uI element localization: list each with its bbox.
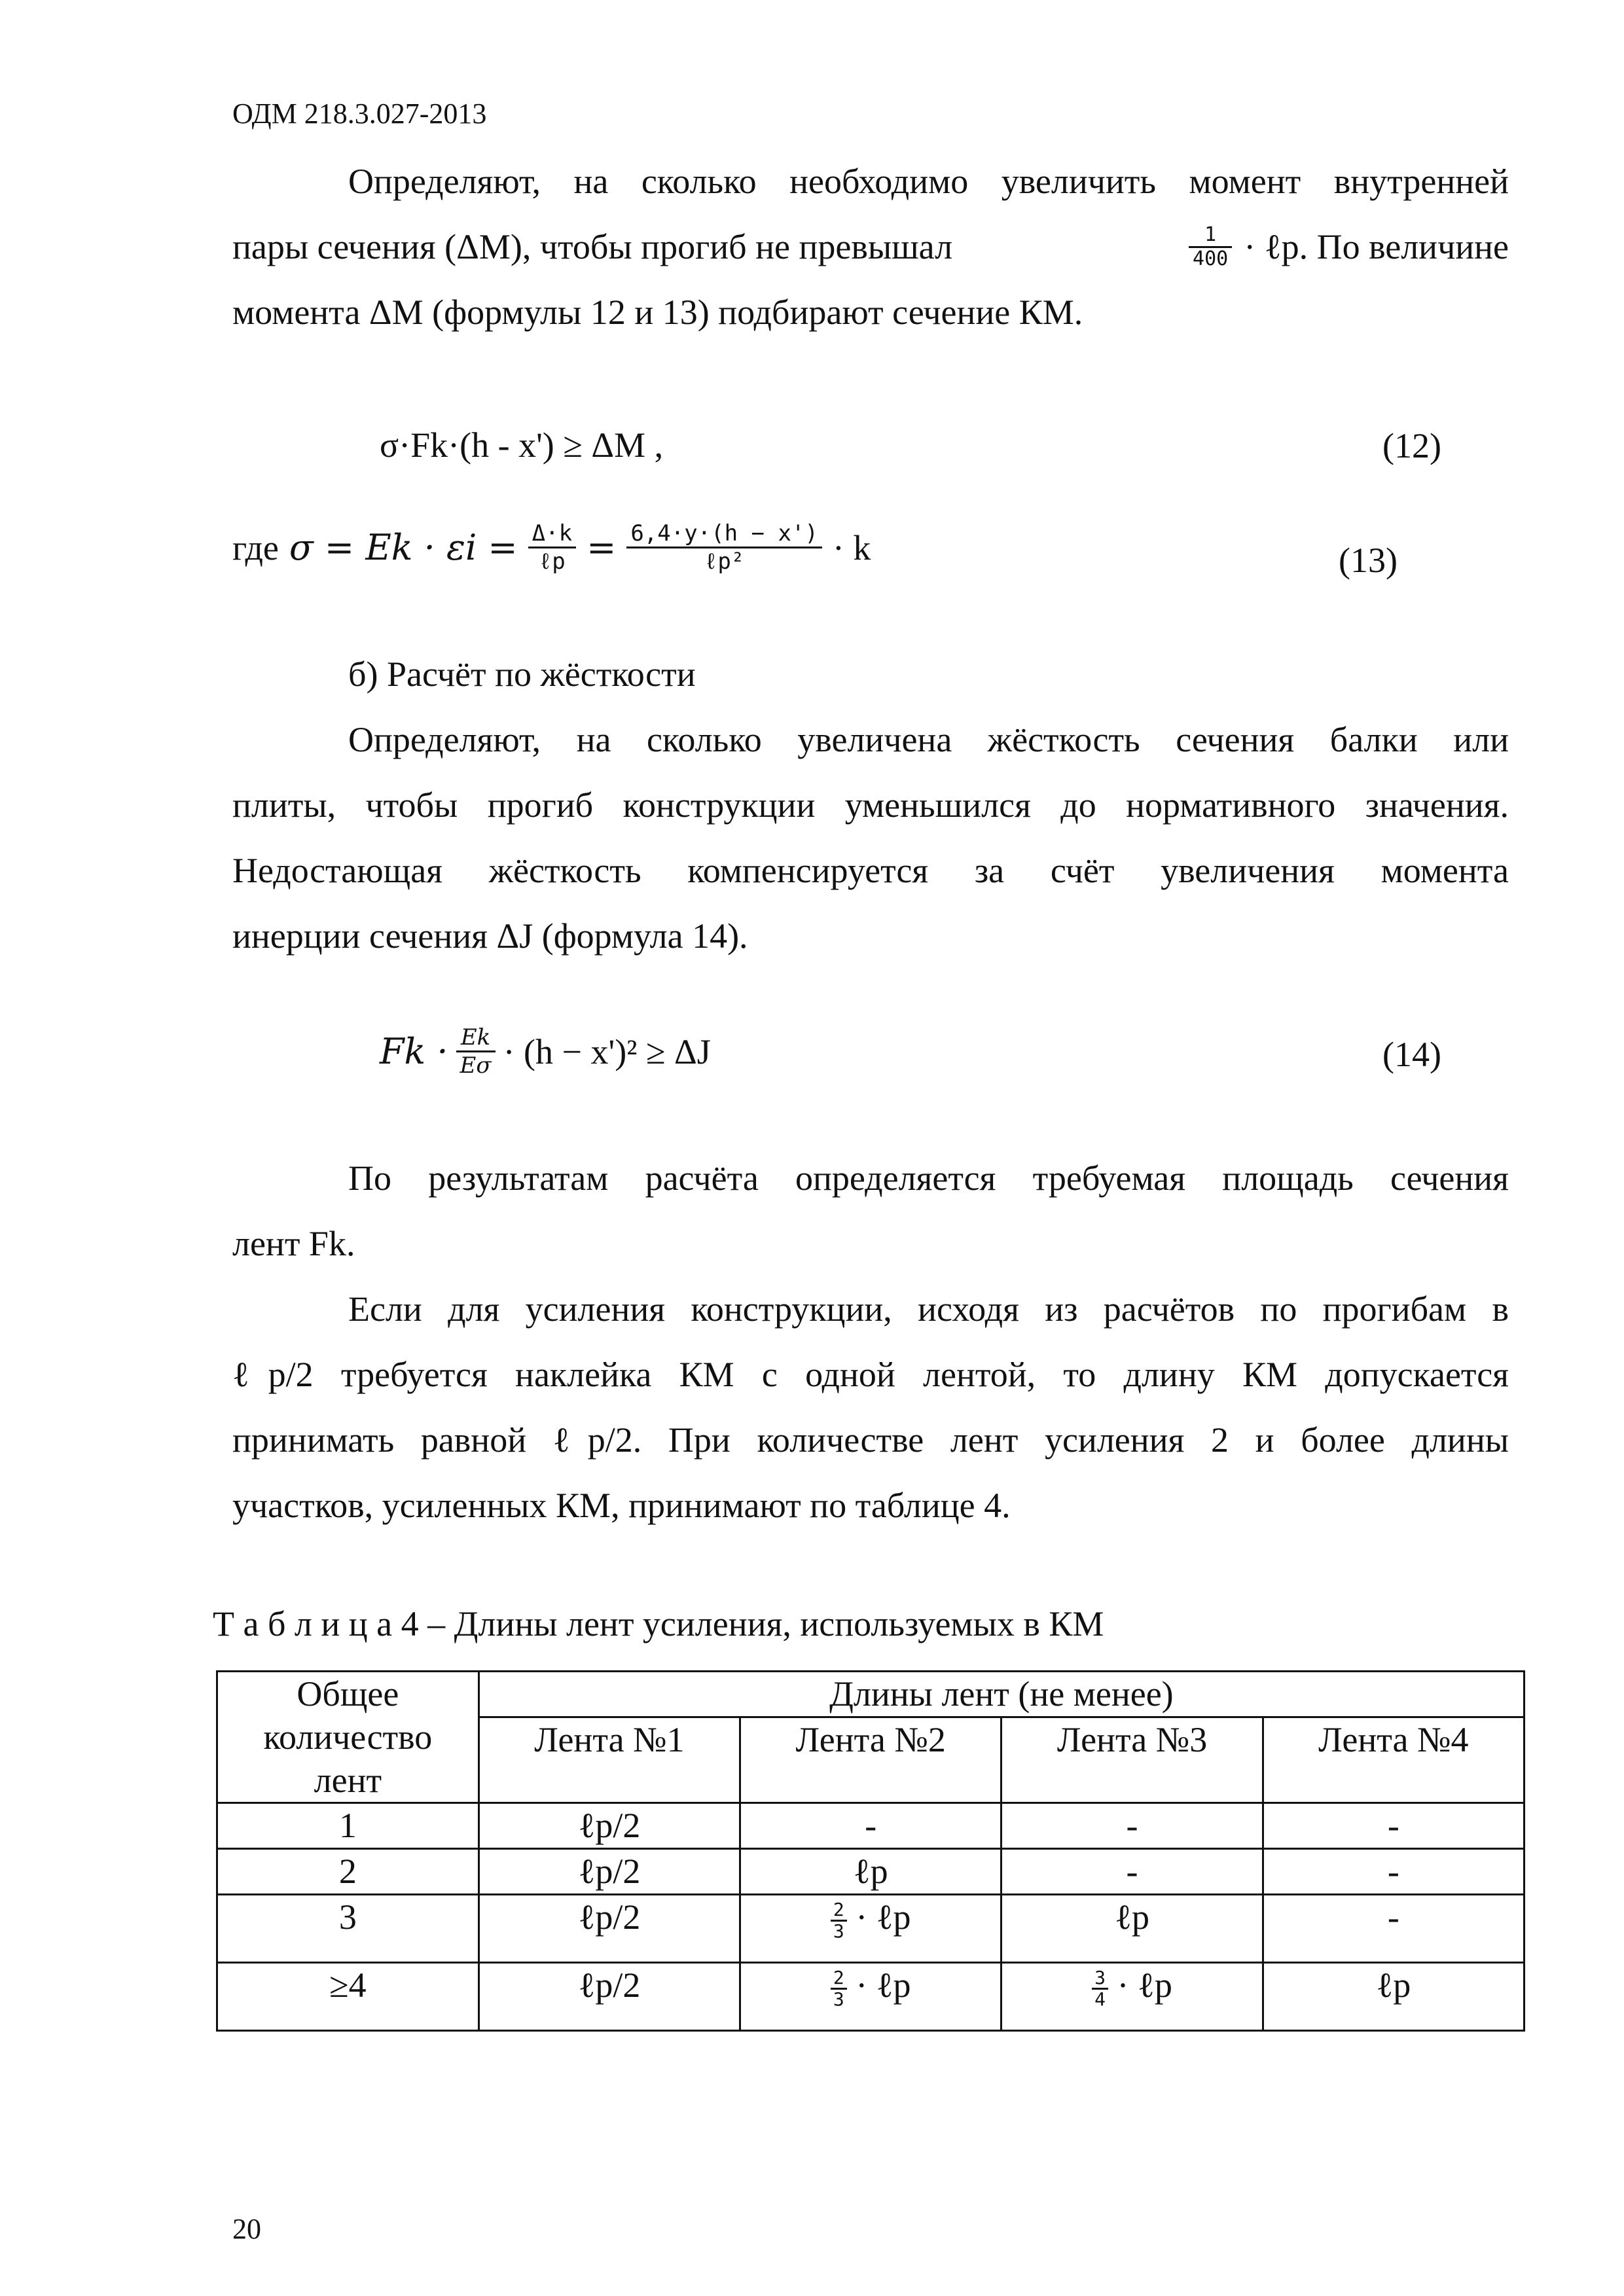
cell-tail: · ℓp	[856, 1965, 911, 2005]
header-band-4: Лента №4	[1263, 1717, 1524, 1803]
cell-band-3: ℓp	[1001, 1895, 1263, 1963]
para1-line3: момента ΔM (формулы 12 и 13) подбирают сечение КМ.	[232, 293, 1083, 332]
cell-count: ≥4	[217, 1963, 479, 2031]
equation-14-number: (14)	[1382, 1035, 1441, 1074]
cell-band-3: -	[1001, 1803, 1263, 1849]
section-subheading: б) Расчёт по жёсткости	[348, 655, 696, 694]
header-band-2: Лента №2	[740, 1717, 1001, 1803]
cell-band-4: -	[1263, 1803, 1524, 1849]
eq13-tail: · k	[832, 528, 871, 567]
table-row	[217, 1803, 1525, 1849]
fraction-2-3: $\frac{2}{3}$	[831, 1900, 847, 1941]
table-4	[216, 1670, 1525, 2032]
equation-12: σ·Fk·(h - x') ≥ ΔM ,	[380, 425, 664, 465]
para3-line2: лент Fk.	[232, 1224, 355, 1263]
header-band-lengths: Длины лент (не менее)	[478, 1672, 1524, 1717]
eq13-lhs: σ = Ek · εi =	[289, 527, 518, 568]
cell-band-2	[740, 1963, 1001, 2031]
cell-count: 3	[217, 1895, 479, 1963]
para2-line3: Недостающая жёсткость компенсируется за счёт увеличения момента	[232, 851, 1509, 890]
fraction-numerator: 1	[1189, 224, 1232, 248]
para4-line4: участков, усиленных КМ, принимают по таблице 4.	[232, 1486, 1011, 1525]
eq14-rhs: · (h − x')² ≥ ΔJ	[503, 1031, 711, 1071]
cell-band-1: ℓp/2	[478, 1963, 740, 2031]
para1-line1: Определяют, на сколько необходимо увеличить момент внутренней	[348, 162, 1509, 201]
para2-line4: инерции сечения ΔJ (формула 14).	[232, 916, 748, 956]
cell-band-2: ℓp	[740, 1849, 1001, 1895]
document-code: ОДМ 218.3.027-2013	[232, 98, 487, 130]
cell-band-1: ℓp/2	[478, 1849, 740, 1895]
equation-14	[380, 1024, 711, 1079]
table-caption: Т а б л и ц а 4 – Длины лент усиления, используемых в КМ	[213, 1604, 1104, 1643]
eq14-denominator: Eσ	[460, 1052, 492, 1079]
eq13-f1-numerator: Δ·k	[528, 520, 576, 548]
cell-band-1: ℓp/2	[478, 1895, 740, 1963]
fraction-denominator: 400	[1193, 247, 1229, 270]
eq14-fraction	[456, 1024, 496, 1079]
eq13-f2-denominator: ℓp²	[704, 548, 745, 575]
cell-band-2: -	[740, 1803, 1001, 1849]
para1-line2-end: · ℓp. По величине	[1244, 227, 1509, 266]
fraction-3-4: $\frac{3}{4}$	[1092, 1968, 1108, 2009]
equation-12-number: (12)	[1382, 426, 1441, 465]
header-band-3: Лента №3	[1001, 1717, 1263, 1803]
eq13-f2-numerator: 6,4·y·(h − x')	[626, 520, 822, 548]
header-total-count: Общее количество лент	[217, 1672, 479, 1803]
cell-count: 2	[217, 1849, 479, 1895]
cell-band-4: -	[1263, 1849, 1524, 1895]
header-band-1: Лента №1	[478, 1717, 740, 1803]
eq13-f1-denominator: ℓp	[538, 548, 566, 575]
para1-line2	[232, 214, 1509, 279]
page-number: 20	[232, 2213, 261, 2245]
fraction-1-400	[1189, 224, 1232, 270]
cell-band-3	[1001, 1963, 1263, 2031]
eq14-lhs: Fk ·	[380, 1031, 448, 1072]
eq13-fraction-2	[626, 520, 822, 575]
cell-count: 1	[217, 1803, 479, 1849]
table-row	[217, 1849, 1525, 1895]
cell-tail: · ℓp	[1117, 1965, 1172, 2005]
equation-13	[232, 520, 871, 575]
para2-line2: плиты, чтобы прогиб конструкции уменьшился до нормативного значения.	[232, 785, 1509, 825]
cell-band-4: -	[1263, 1895, 1524, 1963]
equation-13-number: (13)	[1339, 541, 1398, 580]
para4-line1: Если для усиления конструкции, исходя из расчётов по прогибам в	[348, 1289, 1509, 1329]
para2-line1: Определяют, на сколько увеличена жёсткость сечения балки или	[348, 720, 1509, 759]
para4-line2: ℓp/2 требуется наклейка КМ с одной лентой, то длину КМ допускается	[232, 1355, 1509, 1394]
para3-line1: По результатам расчёта определяется требуемая площадь сечения	[348, 1158, 1509, 1198]
cell-band-2	[740, 1895, 1001, 1963]
eq13-equals: =	[586, 527, 617, 568]
fraction-2-3: $\frac{2}{3}$	[831, 1968, 847, 2009]
eq14-numerator: Ek	[456, 1024, 496, 1052]
cell-band-4: ℓp	[1263, 1963, 1524, 2031]
eq13-prefix: где	[232, 528, 279, 567]
cell-band-1: ℓp/2	[478, 1803, 740, 1849]
cell-tail: · ℓp	[856, 1897, 911, 1937]
cell-band-3: -	[1001, 1849, 1263, 1895]
table-row	[217, 1963, 1525, 2031]
eq13-fraction-1	[528, 520, 576, 575]
para4-line3: принимать равной ℓp/2. При количестве лент усиления 2 и более длины	[232, 1420, 1509, 1460]
para1-line2-start: пары сечения (ΔМ), чтобы прогиб не превышал	[232, 227, 953, 266]
table-row	[217, 1895, 1525, 1963]
